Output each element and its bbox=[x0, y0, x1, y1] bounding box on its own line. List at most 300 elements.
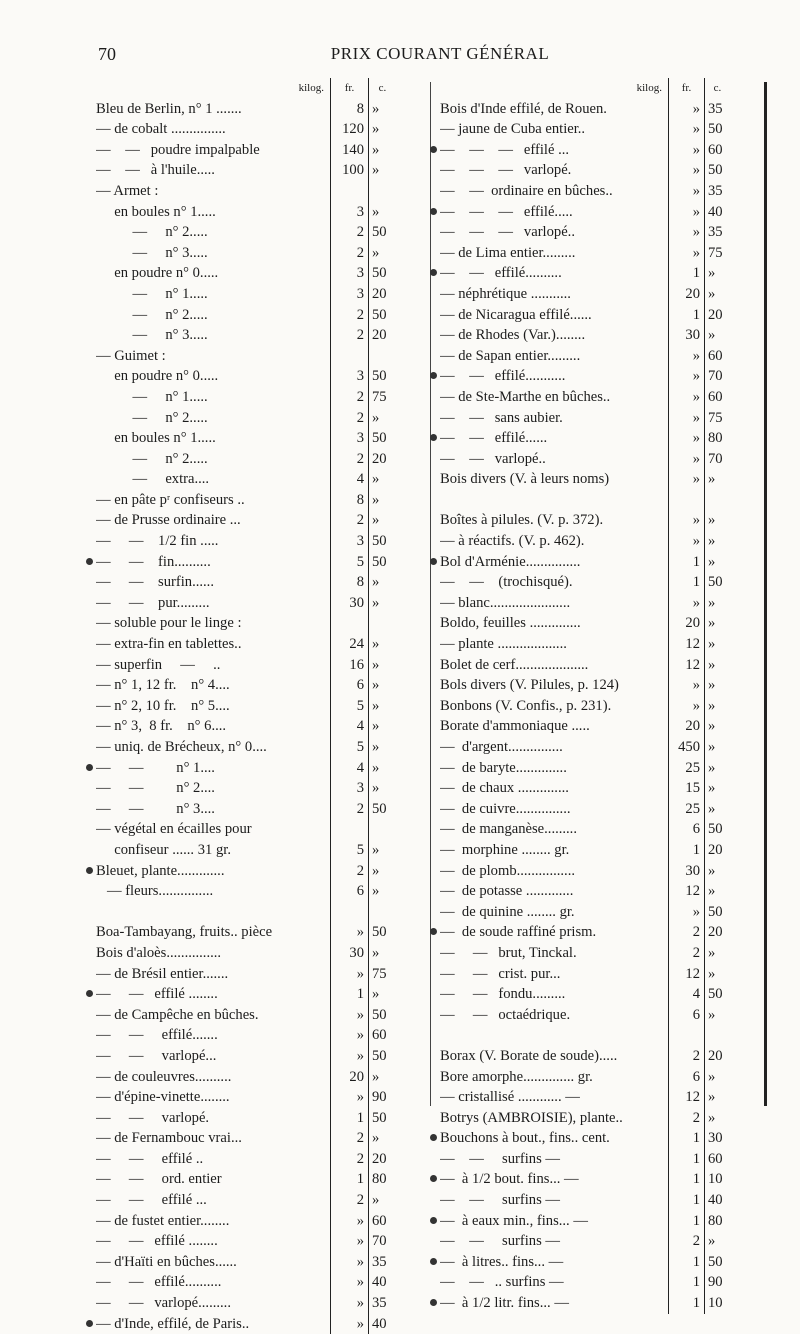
right-margin-rule bbox=[764, 82, 767, 1106]
item-label: — n° 3..... bbox=[96, 244, 208, 261]
price-francs: 2 bbox=[668, 1046, 704, 1067]
price-row bbox=[440, 552, 730, 573]
price-centimes: » bbox=[704, 510, 730, 531]
bullet-mark-icon bbox=[430, 558, 437, 565]
price-centimes: » bbox=[704, 861, 730, 882]
price-centimes: 90 bbox=[704, 1272, 730, 1293]
price-row bbox=[440, 778, 730, 799]
price-centimes: » bbox=[368, 99, 396, 120]
price-centimes: 75 bbox=[704, 243, 730, 264]
price-centimes: 50 bbox=[368, 263, 396, 284]
price-francs: » bbox=[668, 675, 704, 696]
price-row bbox=[96, 1314, 396, 1334]
price-francs bbox=[668, 1025, 704, 1046]
price-row bbox=[440, 675, 730, 696]
price-centimes: 50 bbox=[704, 902, 730, 923]
price-francs: 25 bbox=[668, 758, 704, 779]
item-label: — — brut, Tinckal. bbox=[440, 944, 577, 961]
price-row bbox=[440, 655, 730, 676]
price-row bbox=[440, 902, 730, 923]
price-centimes: 20 bbox=[704, 305, 730, 326]
price-row bbox=[440, 840, 730, 861]
price-row bbox=[96, 387, 396, 408]
item-label: — n° 2..... bbox=[96, 306, 208, 323]
price-francs: 12 bbox=[668, 634, 704, 655]
price-row bbox=[440, 1252, 730, 1273]
price-francs: 2 bbox=[330, 799, 368, 820]
price-centimes: » bbox=[704, 964, 730, 985]
price-centimes: 50 bbox=[368, 552, 396, 573]
price-column-left bbox=[96, 78, 396, 1334]
item-label: — n° 2..... bbox=[96, 450, 208, 467]
item-label: — de potasse ............. bbox=[440, 883, 574, 900]
bullet-mark-icon bbox=[86, 764, 93, 771]
price-francs: 1 bbox=[330, 1169, 368, 1190]
price-row bbox=[440, 1169, 730, 1190]
price-row bbox=[440, 222, 730, 243]
item-label: — n° 2, 10 fr. n° 5.... bbox=[96, 697, 230, 714]
price-centimes: 50 bbox=[368, 428, 396, 449]
item-label: — Armet : bbox=[96, 182, 159, 199]
price-francs: 1 bbox=[668, 1128, 704, 1149]
item-label: — n° 2..... bbox=[96, 224, 208, 241]
price-francs: 3 bbox=[330, 366, 368, 387]
price-centimes: 80 bbox=[704, 428, 730, 449]
price-centimes bbox=[704, 1025, 730, 1046]
price-centimes: » bbox=[704, 325, 730, 346]
price-row bbox=[96, 778, 396, 799]
price-row bbox=[96, 1211, 396, 1232]
price-francs: 2 bbox=[330, 222, 368, 243]
item-label: Boa-Tambayang, fruits.. pièce bbox=[96, 924, 273, 941]
price-francs: 1 bbox=[668, 263, 704, 284]
price-francs: 4 bbox=[330, 469, 368, 490]
price-francs: » bbox=[668, 696, 704, 717]
price-centimes: » bbox=[704, 284, 730, 305]
price-centimes: 50 bbox=[368, 222, 396, 243]
price-centimes: 60 bbox=[368, 1211, 396, 1232]
bullet-mark-icon bbox=[86, 990, 93, 997]
price-row bbox=[96, 140, 396, 161]
price-francs: » bbox=[330, 1293, 368, 1314]
item-label: — de Rhodes (Var.)........ bbox=[440, 327, 586, 344]
price-centimes: 50 bbox=[704, 119, 730, 140]
price-row bbox=[440, 305, 730, 326]
item-label: — — ord. entier bbox=[96, 1171, 222, 1188]
price-centimes: 60 bbox=[704, 140, 730, 161]
price-centimes: » bbox=[368, 634, 396, 655]
price-centimes: 70 bbox=[704, 449, 730, 470]
price-francs: 1 bbox=[668, 1252, 704, 1273]
item-label: — soluble pour le linge : bbox=[96, 615, 242, 632]
item-label: — superfin — .. bbox=[96, 656, 221, 673]
price-row bbox=[440, 1108, 730, 1129]
item-label: — morphine ........ gr. bbox=[440, 841, 570, 858]
price-francs: 4 bbox=[668, 984, 704, 1005]
price-centimes: » bbox=[368, 943, 396, 964]
bullet-mark-icon bbox=[430, 434, 437, 441]
price-centimes: » bbox=[704, 1108, 730, 1129]
bullet-mark-icon bbox=[430, 1299, 437, 1306]
price-centimes: 75 bbox=[368, 964, 396, 985]
bullet-mark-icon bbox=[430, 1175, 437, 1182]
price-centimes: 20 bbox=[368, 1149, 396, 1170]
price-francs: 1 bbox=[668, 572, 704, 593]
price-row bbox=[96, 716, 396, 737]
price-row bbox=[96, 366, 396, 387]
price-centimes: » bbox=[368, 1067, 396, 1088]
price-centimes: 20 bbox=[704, 922, 730, 943]
price-centimes: » bbox=[368, 881, 396, 902]
price-francs bbox=[330, 613, 368, 634]
price-centimes: » bbox=[368, 778, 396, 799]
item-label: — de soude raffiné prism. bbox=[440, 924, 597, 941]
price-row bbox=[96, 202, 396, 223]
item-label: — — surfins — bbox=[440, 1150, 560, 1167]
price-francs: 1 bbox=[668, 1272, 704, 1293]
item-label: — de couleuvres.......... bbox=[96, 1068, 232, 1085]
price-centimes: 50 bbox=[368, 922, 396, 943]
price-centimes: » bbox=[368, 469, 396, 490]
price-centimes: 60 bbox=[704, 1149, 730, 1170]
item-label: — blanc...................... bbox=[440, 594, 571, 611]
price-centimes: 50 bbox=[368, 366, 396, 387]
price-row bbox=[440, 160, 730, 181]
price-row bbox=[440, 1046, 730, 1067]
item-label: — n° 3..... bbox=[96, 327, 208, 344]
item-label: — n° 1, 12 fr. n° 4.... bbox=[96, 677, 230, 694]
price-francs: 140 bbox=[330, 140, 368, 161]
price-francs: 6 bbox=[330, 675, 368, 696]
item-label: en boules n° 1..... bbox=[96, 203, 216, 220]
item-label: en poudre n° 0..... bbox=[96, 265, 219, 282]
price-francs: » bbox=[668, 222, 704, 243]
item-label: Bois d'Inde effilé, de Rouen. bbox=[440, 100, 607, 117]
price-centimes: » bbox=[704, 634, 730, 655]
price-francs: 3 bbox=[330, 202, 368, 223]
price-row bbox=[440, 510, 730, 531]
price-centimes: 35 bbox=[368, 1252, 396, 1273]
price-francs: 12 bbox=[668, 964, 704, 985]
bullet-mark-icon bbox=[430, 1134, 437, 1141]
item-label: — — n° 3.... bbox=[96, 800, 215, 817]
price-francs: » bbox=[668, 408, 704, 429]
item-label: Botrys (AMBROISIE), plante.. bbox=[440, 1109, 623, 1126]
item-label: Boldo, feuilles .............. bbox=[440, 615, 581, 632]
item-label: en poudre n° 0..... bbox=[96, 368, 219, 385]
price-centimes: 40 bbox=[704, 1190, 730, 1211]
item-label: confiseur ...... 31 gr. bbox=[96, 841, 231, 858]
price-centimes: » bbox=[368, 140, 396, 161]
price-centimes: 75 bbox=[368, 387, 396, 408]
price-row bbox=[96, 346, 396, 367]
price-centimes: » bbox=[704, 593, 730, 614]
price-francs: » bbox=[330, 1005, 368, 1026]
price-row bbox=[96, 305, 396, 326]
price-francs: 1 bbox=[330, 984, 368, 1005]
price-francs: 1 bbox=[668, 1149, 704, 1170]
item-label: — fleurs............... bbox=[96, 883, 214, 900]
price-centimes: » bbox=[704, 1087, 730, 1108]
price-centimes: » bbox=[368, 984, 396, 1005]
price-column-right bbox=[440, 78, 730, 1314]
price-centimes: » bbox=[368, 160, 396, 181]
price-row bbox=[440, 1211, 730, 1232]
price-row bbox=[440, 469, 730, 490]
price-francs: 8 bbox=[330, 490, 368, 511]
price-row bbox=[96, 675, 396, 696]
bullet-mark-icon bbox=[86, 558, 93, 565]
price-centimes: » bbox=[368, 593, 396, 614]
price-francs: » bbox=[668, 181, 704, 202]
item-label: — d'argent............... bbox=[440, 739, 563, 755]
price-row bbox=[96, 1231, 396, 1252]
price-francs: 6 bbox=[668, 1005, 704, 1026]
price-francs: » bbox=[330, 1087, 368, 1108]
item-label: — de Ste-Marthe en bûches.. bbox=[440, 388, 611, 405]
price-francs: » bbox=[668, 119, 704, 140]
price-centimes: » bbox=[368, 737, 396, 758]
item-label: — Guimet : bbox=[96, 347, 166, 364]
price-row bbox=[440, 1025, 730, 1046]
price-centimes bbox=[368, 902, 396, 923]
item-label: — végétal en écailles pour bbox=[96, 821, 252, 838]
item-label: — — — effilé..... bbox=[440, 203, 573, 220]
price-row bbox=[440, 861, 730, 882]
price-row bbox=[440, 490, 730, 511]
price-francs: 2 bbox=[330, 243, 368, 264]
price-centimes: 10 bbox=[704, 1169, 730, 1190]
price-centimes: 90 bbox=[368, 1087, 396, 1108]
price-francs: » bbox=[668, 202, 704, 223]
price-row bbox=[96, 1128, 396, 1149]
price-francs: 2 bbox=[668, 943, 704, 964]
item-label: — — 1/2 fin ..... bbox=[96, 533, 219, 550]
price-row bbox=[440, 737, 730, 758]
item-label: Bleu de Berlin, n° 1 ....... bbox=[96, 100, 242, 117]
item-label: Bols divers (V. Pilules, p. 124) bbox=[440, 677, 619, 694]
item-label: Bois divers (V. à leurs noms) bbox=[440, 471, 610, 488]
price-centimes: » bbox=[704, 778, 730, 799]
item-label: — de plomb................ bbox=[440, 862, 575, 879]
price-centimes: » bbox=[704, 263, 730, 284]
price-row bbox=[96, 758, 396, 779]
item-label: — uniq. de Brécheux, n° 0.... bbox=[96, 739, 267, 755]
price-centimes: » bbox=[368, 490, 396, 511]
item-label: — — pur......... bbox=[96, 594, 210, 611]
item-label: — de cobalt ............... bbox=[96, 121, 226, 138]
item-label: en boules n° 1..... bbox=[96, 430, 216, 447]
price-francs: » bbox=[668, 160, 704, 181]
item-label bbox=[440, 1025, 668, 1046]
item-label: — — surfin...... bbox=[96, 574, 214, 591]
price-row bbox=[96, 263, 396, 284]
price-francs: 20 bbox=[668, 613, 704, 634]
column-divider bbox=[430, 82, 431, 1106]
item-label: Borax (V. Borate de soude)..... bbox=[440, 1047, 618, 1064]
price-centimes: » bbox=[368, 1128, 396, 1149]
price-row bbox=[96, 243, 396, 264]
price-francs: 3 bbox=[330, 284, 368, 305]
price-centimes bbox=[704, 490, 730, 511]
price-francs: » bbox=[668, 449, 704, 470]
price-row bbox=[96, 325, 396, 346]
column-heading bbox=[96, 78, 396, 99]
item-label: — néphrétique ........... bbox=[440, 285, 571, 302]
price-centimes: 70 bbox=[704, 366, 730, 387]
francs-heading: fr. bbox=[330, 78, 368, 99]
price-centimes: » bbox=[704, 696, 730, 717]
price-row bbox=[96, 593, 396, 614]
centimes-heading: c. bbox=[368, 78, 396, 99]
item-label: — — effilé....... bbox=[96, 1027, 218, 1044]
price-centimes: » bbox=[368, 1190, 396, 1211]
item-label: — — fin.......... bbox=[96, 553, 211, 570]
price-row bbox=[96, 99, 396, 120]
page-number: 70 bbox=[98, 44, 116, 64]
price-row bbox=[96, 696, 396, 717]
item-label: — cristallisé ............ — bbox=[440, 1089, 580, 1106]
item-label: — à 1/2 bout. fins... — bbox=[440, 1171, 579, 1188]
price-row bbox=[96, 1025, 396, 1046]
price-centimes: 80 bbox=[368, 1169, 396, 1190]
price-row bbox=[96, 1108, 396, 1129]
item-label: — n° 3, 8 fr. n° 6.... bbox=[96, 718, 227, 735]
price-francs: 4 bbox=[330, 716, 368, 737]
price-francs bbox=[330, 181, 368, 202]
price-centimes bbox=[368, 613, 396, 634]
price-francs: » bbox=[668, 366, 704, 387]
price-francs: 5 bbox=[330, 696, 368, 717]
price-centimes: 30 bbox=[704, 1128, 730, 1149]
price-francs: 12 bbox=[668, 655, 704, 676]
price-centimes: 20 bbox=[368, 449, 396, 470]
francs-heading: fr. bbox=[668, 78, 704, 99]
price-row bbox=[440, 593, 730, 614]
item-label: — — poudre impalpable bbox=[96, 141, 260, 158]
price-row bbox=[440, 572, 730, 593]
price-francs: » bbox=[330, 1025, 368, 1046]
item-label: — — effilé ........ bbox=[96, 1233, 218, 1250]
price-centimes: » bbox=[704, 655, 730, 676]
price-centimes: » bbox=[368, 243, 396, 264]
item-label: — — surfins — bbox=[440, 1233, 560, 1250]
price-centimes: 20 bbox=[368, 284, 396, 305]
price-centimes: 10 bbox=[704, 1293, 730, 1314]
item-label: — — effilé ........ bbox=[96, 986, 218, 1003]
price-row bbox=[96, 490, 396, 511]
item-label: — de fustet entier........ bbox=[96, 1212, 230, 1229]
price-row bbox=[440, 922, 730, 943]
price-centimes: » bbox=[368, 675, 396, 696]
price-francs: 1 bbox=[668, 1211, 704, 1232]
price-row bbox=[96, 181, 396, 202]
price-centimes bbox=[368, 346, 396, 367]
price-francs: » bbox=[668, 99, 704, 120]
price-francs: 2 bbox=[330, 1128, 368, 1149]
price-row bbox=[440, 1293, 730, 1314]
item-label bbox=[440, 490, 668, 511]
price-francs: 2 bbox=[330, 861, 368, 882]
price-francs: » bbox=[668, 346, 704, 367]
price-row bbox=[96, 119, 396, 140]
price-centimes: 50 bbox=[368, 1046, 396, 1067]
item-label: — — n° 1.... bbox=[96, 759, 215, 776]
item-label: — — sans aubier. bbox=[440, 409, 563, 426]
price-centimes: 60 bbox=[704, 346, 730, 367]
price-centimes: 35 bbox=[704, 222, 730, 243]
price-row bbox=[440, 634, 730, 655]
item-label: — de Brésil entier....... bbox=[96, 965, 229, 982]
price-row bbox=[440, 428, 730, 449]
price-francs: 3 bbox=[330, 531, 368, 552]
price-francs: » bbox=[668, 902, 704, 923]
price-row bbox=[440, 819, 730, 840]
price-francs: 6 bbox=[668, 819, 704, 840]
price-centimes: 20 bbox=[704, 840, 730, 861]
price-row bbox=[440, 1272, 730, 1293]
item-label: — de quinine ........ gr. bbox=[440, 903, 575, 920]
price-francs: 4 bbox=[330, 758, 368, 779]
price-centimes: 50 bbox=[368, 1108, 396, 1129]
price-centimes: 50 bbox=[368, 531, 396, 552]
item-label: — de Fernambouc vrai... bbox=[96, 1130, 242, 1147]
price-francs: 6 bbox=[668, 1067, 704, 1088]
price-row bbox=[440, 799, 730, 820]
column-heading bbox=[440, 78, 730, 99]
price-row bbox=[96, 1149, 396, 1170]
price-francs: 2 bbox=[330, 510, 368, 531]
price-francs: 1 bbox=[668, 1169, 704, 1190]
price-francs: 30 bbox=[668, 861, 704, 882]
price-row bbox=[96, 284, 396, 305]
price-row bbox=[440, 1067, 730, 1088]
item-label: — extra.... bbox=[96, 471, 210, 488]
price-francs bbox=[668, 490, 704, 511]
price-row bbox=[440, 1190, 730, 1211]
price-centimes: 80 bbox=[704, 1211, 730, 1232]
item-label: Bouchons à bout., fins.. cent. bbox=[440, 1130, 610, 1147]
item-label: — — effilé.......... bbox=[96, 1274, 222, 1291]
price-row bbox=[440, 1149, 730, 1170]
price-row bbox=[96, 840, 396, 861]
price-francs: » bbox=[668, 469, 704, 490]
price-row bbox=[440, 408, 730, 429]
price-row bbox=[440, 1231, 730, 1252]
price-centimes: 20 bbox=[704, 1046, 730, 1067]
price-francs: 450 bbox=[668, 737, 704, 758]
price-centimes: 40 bbox=[368, 1272, 396, 1293]
price-centimes: 50 bbox=[368, 305, 396, 326]
price-francs: 8 bbox=[330, 99, 368, 120]
price-centimes: 35 bbox=[368, 1293, 396, 1314]
price-row bbox=[96, 1087, 396, 1108]
unit-heading: kilog. bbox=[636, 82, 662, 94]
price-centimes: 40 bbox=[368, 1314, 396, 1334]
price-francs: 2 bbox=[330, 387, 368, 408]
item-label: — — — varlopé.. bbox=[440, 224, 575, 241]
price-francs: 2 bbox=[330, 408, 368, 429]
price-francs: 120 bbox=[330, 119, 368, 140]
price-centimes: 50 bbox=[704, 819, 730, 840]
price-francs: » bbox=[330, 1252, 368, 1273]
price-centimes: 75 bbox=[704, 408, 730, 429]
item-label: — à litres.. fins... — bbox=[440, 1253, 564, 1270]
price-francs: 6 bbox=[330, 881, 368, 902]
price-row bbox=[440, 263, 730, 284]
item-label: — extra-fin en tablettes.. bbox=[96, 636, 242, 653]
item-label: — de Prusse ordinaire ... bbox=[96, 512, 241, 529]
